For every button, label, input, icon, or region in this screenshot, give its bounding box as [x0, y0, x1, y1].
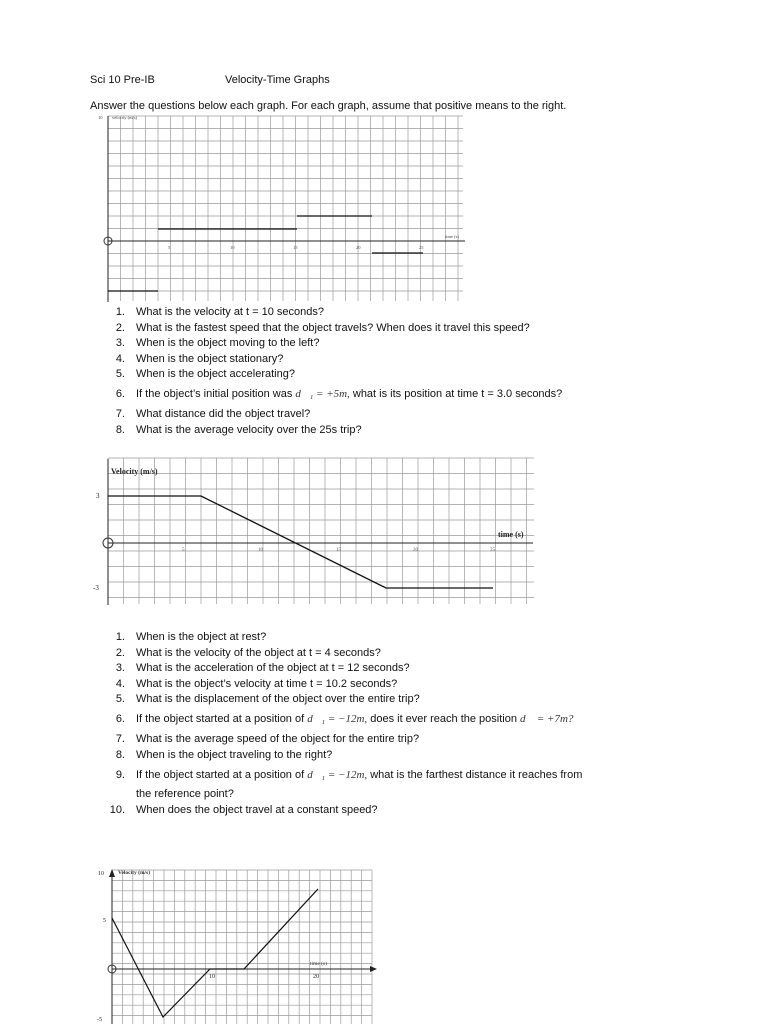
course-label: Sci 10 Pre-IB	[90, 74, 155, 86]
x-tick-label: 5	[182, 548, 185, 553]
question-item: 8. What is the average velocity over the 25s trip?	[115, 424, 362, 436]
question-item: 8. When is the object traveling to the right?	[115, 749, 333, 761]
velocity-time-graph-3	[92, 865, 382, 1024]
velocity-time-graph-2	[88, 455, 538, 607]
y-axis-label: Velocity (m/s)	[118, 870, 151, 876]
question-item: 6. If the object’s initial position was d⃗₁ = +5m, what is its position at time t = 3.0 seconds?	[115, 388, 563, 400]
question-item: 1. When is the object at rest?	[115, 631, 267, 643]
question-item: 5. When is the object accelerating?	[115, 368, 295, 380]
y-tick-label: 10	[98, 871, 104, 877]
x-axis-label: time (s)	[498, 530, 524, 539]
y-tick-label: -5	[97, 1017, 102, 1023]
x-tick-label: 10	[230, 245, 235, 250]
question-item: 9. If the object started at a position of d⃗₁ = −12m, what is the farthest distance it reaches from	[115, 769, 583, 781]
question-item: 10. When does the object travel at a constant speed?	[109, 804, 378, 816]
velocity-line	[108, 496, 493, 588]
question-item: 1. What is the velocity at t = 10 seconds?	[115, 306, 325, 318]
x-tick-label: 25	[490, 548, 495, 553]
question-item: 2. What is the velocity of the object at t = 4 seconds?	[115, 647, 381, 659]
y-tick-top: 10	[98, 115, 103, 120]
worksheet-title: Velocity-Time Graphs	[225, 74, 330, 86]
position-equation: d⃗₁ = −12m,	[307, 769, 368, 781]
y-tick-label: 5	[103, 918, 106, 924]
x-tick-label: 10	[209, 974, 215, 980]
x-axis-arrow-icon	[370, 966, 377, 972]
question-item: 3. When is the object moving to the left?	[115, 337, 320, 349]
position-equation: d⃗ = +7m?	[520, 713, 574, 725]
x-tick-label: 15	[293, 245, 298, 250]
question-item: 7. What distance did the object travel?	[115, 408, 311, 420]
x-tick-label: 20	[313, 974, 319, 980]
x-axis-label: time (s)	[310, 961, 327, 967]
question-item: 7. What is the average speed of the object for the entire trip?	[115, 733, 420, 745]
question-item: the reference point?	[136, 788, 234, 800]
question-item: 2. What is the fastest speed that the object travels? When does it travel this speed?	[115, 322, 530, 334]
question-item: 3. What is the acceleration of the object at t = 12 seconds?	[115, 662, 410, 674]
position-equation: d⃗₁ = +5m,	[295, 388, 350, 400]
x-tick-label: 25	[419, 245, 424, 250]
x-tick-label: 20	[356, 245, 361, 250]
y-tick-label: 3	[96, 492, 100, 500]
question-item: 4. When is the object stationary?	[115, 353, 284, 365]
question-item: 5. What is the displacement of the object over the entire trip?	[115, 693, 420, 705]
x-axis-label: time (s)	[445, 234, 459, 239]
position-equation: d⃗₁ = −12m,	[307, 713, 368, 725]
instructions: Answer the questions below each graph. For each graph, assume that positive means to the right.	[90, 100, 567, 112]
x-tick-label: 20	[413, 548, 418, 553]
question-item: 6. If the object started at a position of d⃗₁ = −12m, does it ever reach the position d⃗ = +7m?	[115, 713, 574, 725]
x-tick-label: 10	[258, 548, 263, 553]
y-axis-label: velocity (m/s)	[112, 115, 138, 120]
y-tick-label: -3	[93, 584, 99, 592]
y-axis-label: Velocity (m/s)	[111, 467, 158, 476]
x-tick-label: 15	[336, 548, 341, 553]
question-item: 4. What is the object’s velocity at time t = 10.2 seconds?	[115, 678, 398, 690]
velocity-time-graph-1	[95, 112, 470, 304]
x-tick-label: 5	[168, 245, 171, 250]
